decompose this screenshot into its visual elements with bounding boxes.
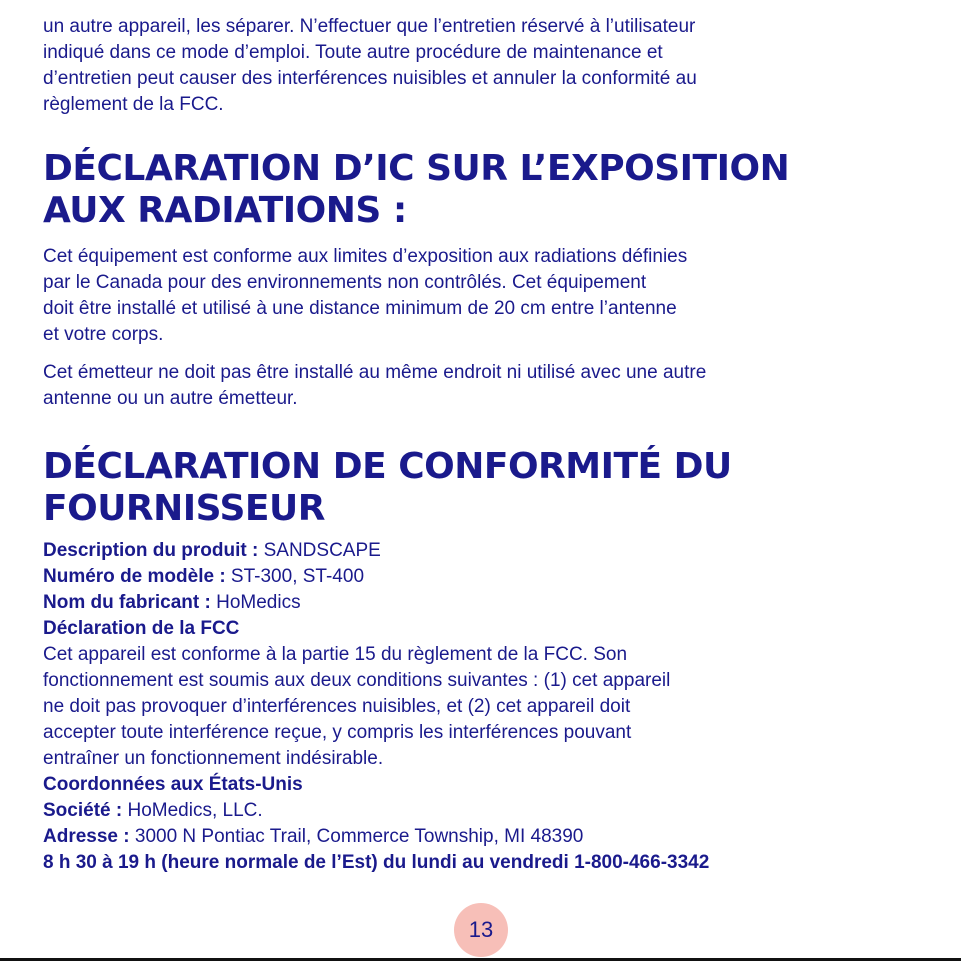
text-line: par le Canada pour des environnements non contrôlés. Cet équipement xyxy=(43,272,647,293)
manufacturer-row xyxy=(43,590,923,616)
title-line: DÉCLARATION D’IC SUR L’EXPOSITION xyxy=(43,148,790,189)
document-page xyxy=(43,14,923,876)
text-line: doit être installé et utilisé à une distance minimum de 20 cm entre l’antenne xyxy=(43,298,677,319)
address-value: 3000 N Pontiac Trail, Commerce Township, MI 48390 xyxy=(129,826,584,847)
title-line: DÉCLARATION DE CONFORMITÉ DU xyxy=(43,446,732,487)
model-number-row xyxy=(43,564,923,590)
title-line: AUX RADIATIONS : xyxy=(43,190,407,231)
section-title-supplier-conformity xyxy=(43,446,923,530)
text-line: fonctionnement est soumis aux deux conditions suivantes : (1) cet appareil xyxy=(43,670,671,691)
text-line: règlement de la FCC. xyxy=(43,94,224,115)
section-title-ic-exposure xyxy=(43,148,923,232)
page-number-badge xyxy=(454,903,508,957)
product-description-value: SANDSCAPE xyxy=(258,540,381,561)
manufacturer-value: HoMedics xyxy=(210,592,301,613)
fcc-declaration-paragraph xyxy=(43,642,923,772)
address-row xyxy=(43,824,923,850)
text-line: antenne ou un autre émetteur. xyxy=(43,388,298,409)
hours-phone-line: 8 h 30 à 19 h (heure normale de l’Est) du lundi au vendredi 1-800-466-3342 xyxy=(43,852,710,873)
ic-exposure-paragraph-2 xyxy=(43,360,923,412)
text-line: d’entretien peut causer des interférences nuisibles et annuler la conformité au xyxy=(43,68,697,89)
product-description-row xyxy=(43,538,923,564)
fcc-declaration-header: Déclaration de la FCC xyxy=(43,618,240,639)
text-line: un autre appareil, les séparer. N’effectuer que l’entretien réservé à l’utilisateur xyxy=(43,16,696,37)
text-line: accepter toute interférence reçue, y compris les interférences pouvant xyxy=(43,722,632,743)
text-line: ne doit pas provoquer d’interférences nuisibles, et (2) cet appareil doit xyxy=(43,696,631,717)
ic-exposure-paragraph-1 xyxy=(43,244,923,348)
company-label: Société : xyxy=(43,800,123,821)
text-line: Cet émetteur ne doit pas être installé au même endroit ni utilisé avec une autre xyxy=(43,362,707,383)
address-label: Adresse : xyxy=(43,826,130,847)
product-description-label: Description du produit : xyxy=(43,540,259,561)
text-line: Cet appareil est conforme à la partie 15 du règlement de la FCC. Son xyxy=(43,644,628,665)
model-number-label: Numéro de modèle : xyxy=(43,566,226,587)
company-value: HoMedics, LLC. xyxy=(122,800,263,821)
intro-paragraph xyxy=(43,14,923,118)
model-number-value: ST-300, ST-400 xyxy=(225,566,365,587)
manufacturer-label: Nom du fabricant : xyxy=(43,592,211,613)
text-line: et votre corps. xyxy=(43,324,164,345)
text-line: entraîner un fonctionnement indésirable. xyxy=(43,748,384,769)
text-line: Cet équipement est conforme aux limites d’exposition aux radiations définies xyxy=(43,246,688,267)
company-row xyxy=(43,798,923,824)
us-contact-header: Coordonnées aux États-Unis xyxy=(43,774,303,795)
title-line: FOURNISSEUR xyxy=(43,488,325,529)
text-line: indiqué dans ce mode d’emploi. Toute autre procédure de maintenance et xyxy=(43,42,663,63)
page-number: 13 xyxy=(468,917,494,942)
